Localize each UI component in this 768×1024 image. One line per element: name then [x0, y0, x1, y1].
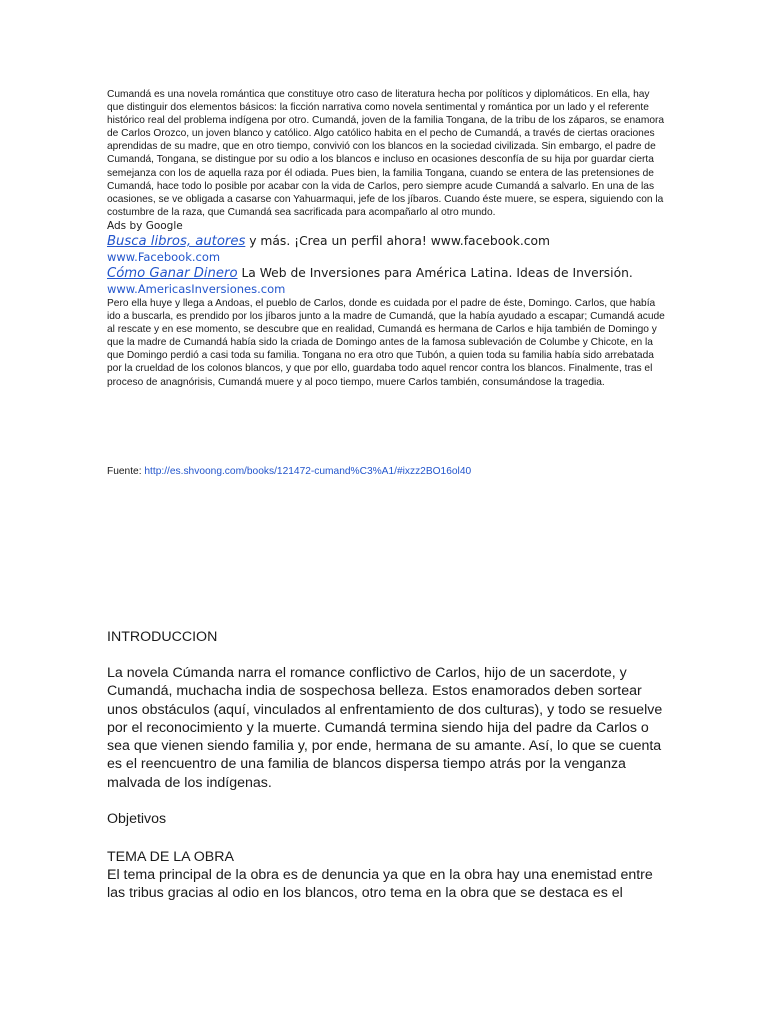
google-ads-section [107, 219, 667, 297]
introduction-body: La novela Cúmanda narra el romance conflictivo de Carlos, hijo de un sacerdote, y Cumandá, muchacha india de sospechosa belleza. Estos enamorados deben sortear unos obstáculos (aquí, vinculados al enfrentamiento de dos culturas), y todo se resuelve por el reconocimiento y la muerte. Cumandá termina siendo hija del padre da Carlos o sea que vienen siendo familia y, por ende, hermana de su amante. Así, lo que se cuenta es el reencuentro de una familia de blancos dispersa tiempo atrás por la venganza malvada de los indígenas. [107, 665, 663, 791]
source-link[interactable]: http://es.shvoong.com/books/121472-cumand%C3%A1/#ixzz2BO16ol40 [144, 466, 472, 477]
summary-paragraph-2: Pero ella huye y llega a Andoas, el pueblo de Carlos, donde es cuidada por el padre de éste, Domingo. Carlos, que había ido a buscarla, es prendido por los jíbaros junto a la madre de Cumandá, que la había ayudado a escapar; Cumandá acude al rescate y en ese momento, se descubre que en realidad, Cumandá es hermana de Carlos e hija también de Domingo y que la madre de Cumandá había sido la criada de Domingo antes de la famosa sublevación de Columbe y Chicote, en la que Domingo perdió a casi toda su familia. Tongana no era otro que Tubón, a quien toda su familia había sido arrebatada por la crueldad de los colonos blancos, y que por ello, guardaba todo aquel rencor contra los blancos. Finalmente, tras el proceso de anagnórisis, Cumandá muere y al poco tiempo, muere Carlos también, consumándose la tragedia. [107, 297, 665, 388]
introduction-heading: INTRODUCCION [107, 629, 218, 645]
theme-heading: TEMA DE LA OBRA [107, 849, 234, 865]
ad-item-inversiones [107, 265, 667, 297]
source-line [107, 465, 471, 478]
objectives-heading: Objetivos [107, 811, 167, 827]
ad-url-link[interactable]: www.Facebook.com [107, 249, 221, 264]
source-label: Fuente: [107, 466, 145, 477]
ad-item-facebook [107, 233, 667, 265]
theme-body: El tema principal de la obra es de denuncia ya que en la obra hay una enemistad entre las tribus gracias al odio en los blancos, otro tema en la obra que se destaca es el [107, 867, 653, 902]
ad-url-link[interactable]: www.AmericasInversiones.com [107, 281, 286, 296]
ad-text: y más. ¡Crea un perfil ahora! www.facebook.com [245, 233, 551, 248]
ads-header: Ads by Google [107, 219, 183, 232]
ad-text: La Web de Inversiones para América Latina. Ideas de Inversión. [237, 265, 633, 280]
ad-title-link[interactable]: Cómo Ganar Dinero [107, 265, 238, 281]
summary-paragraph-1: Cumandá es una novela romántica que constituye otro caso de literatura hecha por políticos y diplomáticos. En ella, hay que distinguir dos elementos básicos: la ficción narrativa como novela sentimental y romántica por un lado y el referente histórico real del problema indígena por otro. Cumandá, joven de la familia Tongana, de la tribu de los záparos, se enamora de Carlos Orozco, un joven blanco y católico. Algo católico habita en el pecho de Cumandá, a través de ciertas oraciones aprendidas de su madre, que en otro tiempo, convivió con los blancos en la sociedad civilizada. Sin embargo, el padre de Cumandá, Tongana, se distingue por su odio a los blancos e incluso en ocasiones desconfía de su hija por guardar cierta semejanza con los de aquella raza por él odiada. Pues bien, la familia Tongana, cuando se entera de las pretensiones de Cumandá, hace todo lo posible por acabar con la vida de Carlos, pero siempre acude Cumandá a salvarlo. En una de las ocasiones, se ve obligada a casarse con Yahuarmaqui, jefe de los jíbaros. Cuando éste muere, se espera, siguiendo con la costumbre de la raza, que Cumandá sea sacrificada para acompañarlo al otro mundo. [107, 89, 665, 218]
ad-title-link[interactable]: Busca libros, autores [107, 233, 246, 249]
document-page [107, 88, 667, 902]
